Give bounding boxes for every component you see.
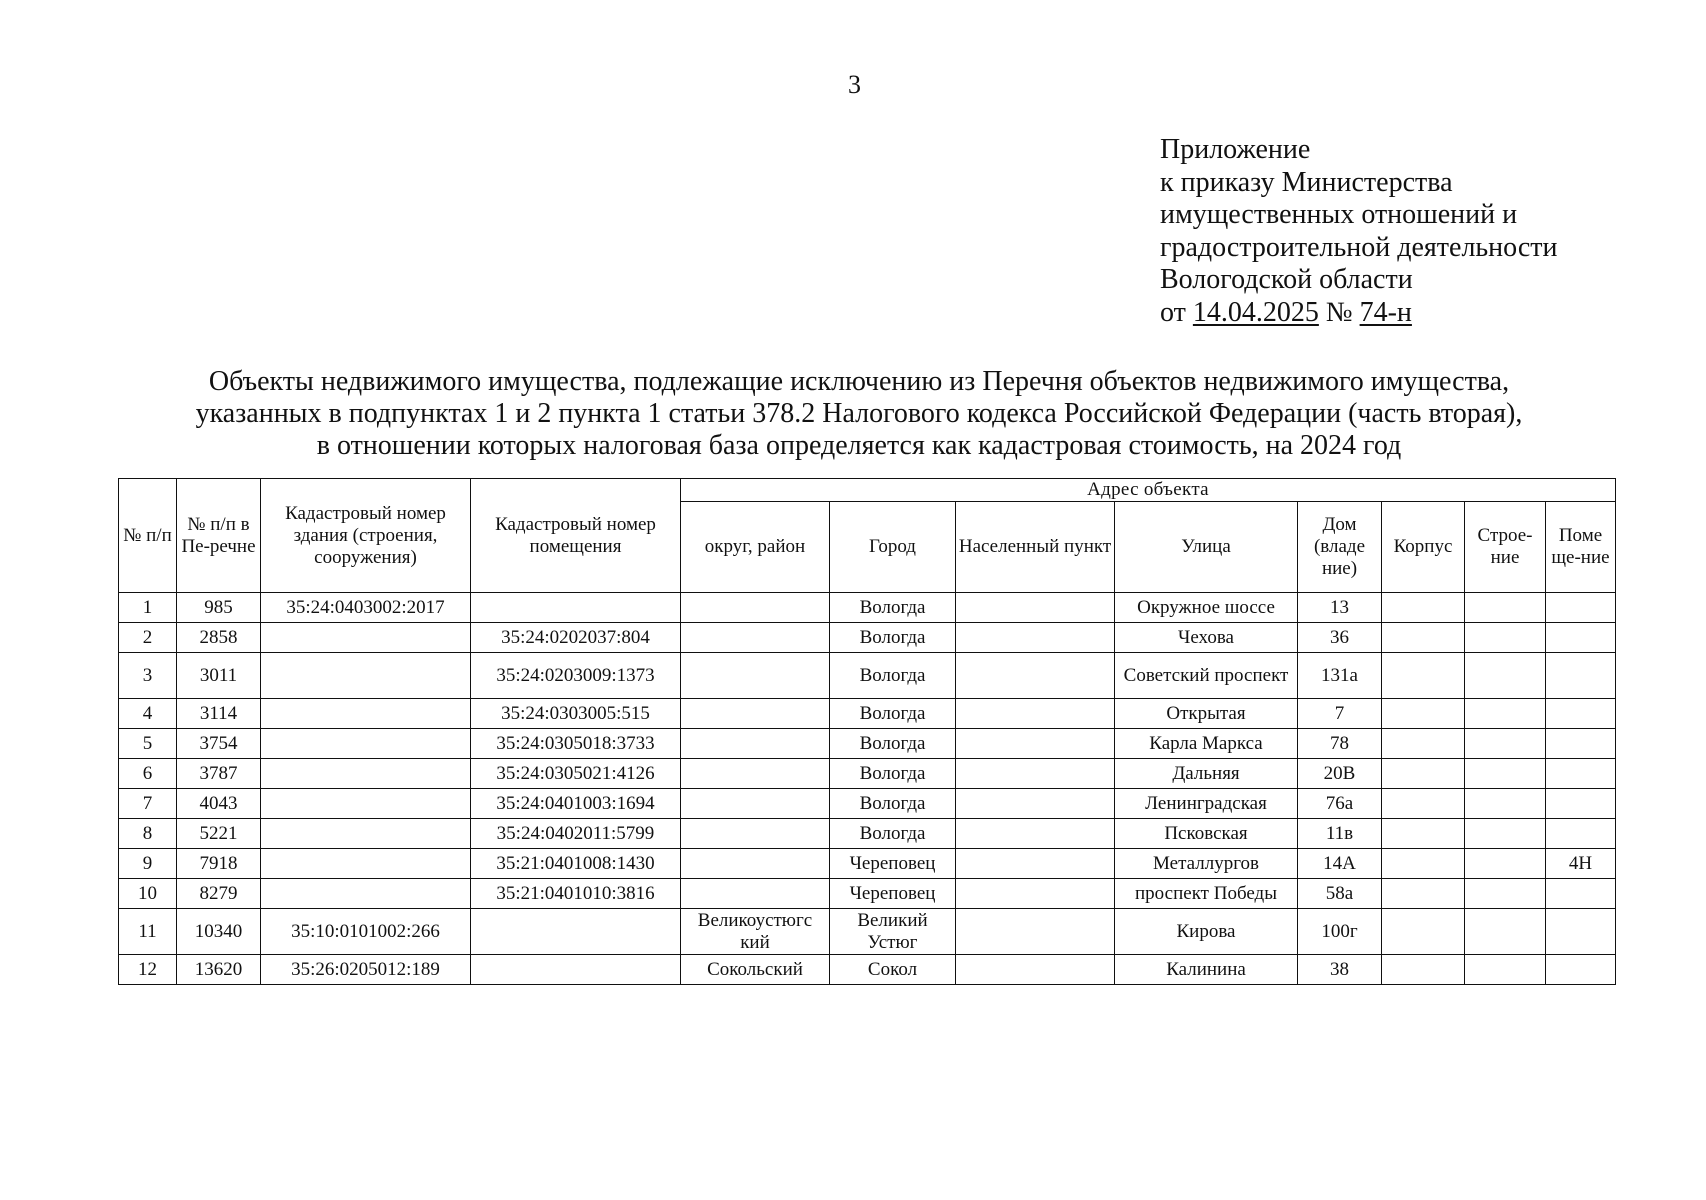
cell-settlement bbox=[956, 849, 1115, 879]
cell-settlement bbox=[956, 653, 1115, 699]
cell-building bbox=[1465, 623, 1546, 653]
cell-settlement bbox=[956, 759, 1115, 789]
cell-building bbox=[1465, 759, 1546, 789]
cell-room-cadastral: 35:24:0305018:3733 bbox=[471, 729, 681, 759]
cell-korpus bbox=[1382, 909, 1465, 955]
cell-list-num: 3754 bbox=[177, 729, 261, 759]
cell-room-cadastral bbox=[471, 955, 681, 985]
cell-building-cadastral: 35:24:0403002:2017 bbox=[261, 593, 471, 623]
cell-list-num: 8279 bbox=[177, 879, 261, 909]
cell-house: 58а bbox=[1298, 879, 1382, 909]
cell-district bbox=[681, 623, 830, 653]
cell-district bbox=[681, 849, 830, 879]
header-building: Строе-ние bbox=[1465, 502, 1546, 593]
cell-house: 11в bbox=[1298, 819, 1382, 849]
cell-building-cadastral bbox=[261, 623, 471, 653]
order-number-sign: № bbox=[1325, 296, 1353, 328]
cell-street: Советский проспект bbox=[1115, 653, 1298, 699]
cell-city: Великий Устюг bbox=[830, 909, 956, 955]
cell-building bbox=[1465, 879, 1546, 909]
table-row bbox=[119, 699, 1616, 729]
cell-list-num: 985 bbox=[177, 593, 261, 623]
cell-building bbox=[1465, 789, 1546, 819]
header-room-cadastral: Кадастровый номер помещения bbox=[471, 479, 681, 593]
objects-table bbox=[118, 478, 1616, 985]
cell-room bbox=[1546, 623, 1616, 653]
appendix-line: градостроительной деятельности bbox=[1160, 231, 1558, 263]
header-num: № п/п bbox=[119, 479, 177, 593]
table-row bbox=[119, 789, 1616, 819]
cell-building bbox=[1465, 699, 1546, 729]
cell-district: Великоустюгс кий bbox=[681, 909, 830, 955]
cell-room bbox=[1546, 819, 1616, 849]
cell-korpus bbox=[1382, 593, 1465, 623]
cell-list-num: 3011 bbox=[177, 653, 261, 699]
cell-num: 1 bbox=[119, 593, 177, 623]
appendix-line: Приложение bbox=[1160, 134, 1311, 165]
cell-district bbox=[681, 789, 830, 819]
header-list-num: № п/п в Пе-речне bbox=[177, 479, 261, 593]
cell-settlement bbox=[956, 699, 1115, 729]
table-row bbox=[119, 909, 1616, 955]
order-date: 14.04.2025 bbox=[1192, 296, 1319, 328]
cell-district bbox=[681, 759, 830, 789]
table-row bbox=[119, 819, 1616, 849]
cell-building-cadastral bbox=[261, 849, 471, 879]
cell-building bbox=[1465, 955, 1546, 985]
cell-settlement bbox=[956, 729, 1115, 759]
header-house: Дом (владе ние) bbox=[1298, 502, 1382, 593]
table-row bbox=[119, 623, 1616, 653]
title-line: в отношении которых налоговая база определяется как кадастровая стоимость, на 2024 год bbox=[316, 430, 1402, 461]
cell-house: 76а bbox=[1298, 789, 1382, 819]
cell-room-cadastral: 35:24:0402011:5799 bbox=[471, 819, 681, 849]
cell-building bbox=[1465, 653, 1546, 699]
cell-korpus bbox=[1382, 699, 1465, 729]
appendix-line: к приказу Министерства bbox=[1160, 166, 1453, 198]
cell-city: Вологда bbox=[830, 699, 956, 729]
table-row bbox=[119, 653, 1616, 699]
cell-street: Ленинградская bbox=[1115, 789, 1298, 819]
table-row bbox=[119, 729, 1616, 759]
cell-building bbox=[1465, 849, 1546, 879]
cell-street: Псковская bbox=[1115, 819, 1298, 849]
cell-list-num: 13620 bbox=[177, 955, 261, 985]
cell-house: 131а bbox=[1298, 653, 1382, 699]
cell-house: 20В bbox=[1298, 759, 1382, 789]
cell-room bbox=[1546, 955, 1616, 985]
cell-building bbox=[1465, 593, 1546, 623]
cell-building-cadastral bbox=[261, 879, 471, 909]
cell-room-cadastral: 35:24:0203009:1373 bbox=[471, 653, 681, 699]
cell-list-num: 10340 bbox=[177, 909, 261, 955]
cell-city: Вологда bbox=[830, 623, 956, 653]
cell-building bbox=[1465, 819, 1546, 849]
title-line: указанных в подпунктах 1 и 2 пункта 1 статьи 378.2 Налогового кодекса Российской Федерации (часть вторая), bbox=[195, 398, 1523, 429]
cell-house: 38 bbox=[1298, 955, 1382, 985]
cell-city: Вологда bbox=[830, 819, 956, 849]
cell-settlement bbox=[956, 955, 1115, 985]
cell-num: 7 bbox=[119, 789, 177, 819]
cell-building-cadastral bbox=[261, 653, 471, 699]
cell-list-num: 2858 bbox=[177, 623, 261, 653]
cell-list-num: 3114 bbox=[177, 699, 261, 729]
cell-room-cadastral: 35:24:0303005:515 bbox=[471, 699, 681, 729]
cell-building-cadastral bbox=[261, 699, 471, 729]
cell-district bbox=[681, 593, 830, 623]
cell-room-cadastral bbox=[471, 909, 681, 955]
table-row bbox=[119, 759, 1616, 789]
table-row bbox=[119, 593, 1616, 623]
cell-settlement bbox=[956, 789, 1115, 819]
cell-house: 7 bbox=[1298, 699, 1382, 729]
cell-building bbox=[1465, 729, 1546, 759]
cell-building-cadastral bbox=[261, 819, 471, 849]
cell-num: 3 bbox=[119, 653, 177, 699]
cell-street: Открытая bbox=[1115, 699, 1298, 729]
document-title bbox=[120, 366, 1598, 462]
appendix-block bbox=[1160, 134, 1558, 329]
cell-district bbox=[681, 699, 830, 729]
cell-building-cadastral: 35:10:0101002:266 bbox=[261, 909, 471, 955]
cell-korpus bbox=[1382, 789, 1465, 819]
cell-list-num: 7918 bbox=[177, 849, 261, 879]
cell-settlement bbox=[956, 623, 1115, 653]
cell-building-cadastral bbox=[261, 729, 471, 759]
cell-num: 5 bbox=[119, 729, 177, 759]
cell-city: Вологда bbox=[830, 593, 956, 623]
header-settlement: Населенный пункт bbox=[956, 502, 1115, 593]
cell-room-cadastral bbox=[471, 593, 681, 623]
cell-settlement bbox=[956, 909, 1115, 955]
cell-city: Вологда bbox=[830, 653, 956, 699]
cell-city: Вологда bbox=[830, 789, 956, 819]
cell-room-cadastral: 35:21:0401008:1430 bbox=[471, 849, 681, 879]
order-prefix: от bbox=[1160, 296, 1186, 328]
cell-room bbox=[1546, 699, 1616, 729]
cell-street: Калинина bbox=[1115, 955, 1298, 985]
cell-city: Череповец bbox=[830, 879, 956, 909]
table-row bbox=[119, 955, 1616, 985]
page-number: 3 bbox=[848, 70, 861, 99]
cell-street: Карла Маркса bbox=[1115, 729, 1298, 759]
cell-num: 11 bbox=[119, 909, 177, 955]
cell-street: Металлургов bbox=[1115, 849, 1298, 879]
cell-room bbox=[1546, 759, 1616, 789]
cell-room: 4Н bbox=[1546, 849, 1616, 879]
order-number: 74-н bbox=[1359, 296, 1412, 328]
order-line bbox=[1160, 297, 1558, 330]
cell-korpus bbox=[1382, 879, 1465, 909]
appendix-line: Вологодской области bbox=[1160, 264, 1413, 295]
cell-building-cadastral bbox=[261, 789, 471, 819]
cell-street: Кирова bbox=[1115, 909, 1298, 955]
cell-room bbox=[1546, 729, 1616, 759]
cell-num: 4 bbox=[119, 699, 177, 729]
cell-room-cadastral: 35:24:0401003:1694 bbox=[471, 789, 681, 819]
appendix-line: имущественных отношений и bbox=[1160, 199, 1518, 230]
header-building-cadastral: Кадастровый номер здания (строения, сооружения) bbox=[261, 479, 471, 593]
cell-num: 9 bbox=[119, 849, 177, 879]
cell-room-cadastral: 35:21:0401010:3816 bbox=[471, 879, 681, 909]
cell-room bbox=[1546, 593, 1616, 623]
cell-city: Череповец bbox=[830, 849, 956, 879]
table-row bbox=[119, 879, 1616, 909]
cell-building-cadastral bbox=[261, 759, 471, 789]
cell-list-num: 5221 bbox=[177, 819, 261, 849]
header-city: Город bbox=[830, 502, 956, 593]
cell-room-cadastral: 35:24:0305021:4126 bbox=[471, 759, 681, 789]
cell-room bbox=[1546, 789, 1616, 819]
header-korpus: Корпус bbox=[1382, 502, 1465, 593]
cell-building bbox=[1465, 909, 1546, 955]
cell-settlement bbox=[956, 879, 1115, 909]
cell-room bbox=[1546, 879, 1616, 909]
cell-house: 78 bbox=[1298, 729, 1382, 759]
cell-num: 8 bbox=[119, 819, 177, 849]
cell-room bbox=[1546, 653, 1616, 699]
cell-num: 12 bbox=[119, 955, 177, 985]
header-address-group: Адрес объекта bbox=[681, 479, 1616, 502]
cell-district: Сокольский bbox=[681, 955, 830, 985]
cell-house: 100г bbox=[1298, 909, 1382, 955]
cell-house: 36 bbox=[1298, 623, 1382, 653]
cell-street: проспект Победы bbox=[1115, 879, 1298, 909]
table-row bbox=[119, 849, 1616, 879]
header-street: Улица bbox=[1115, 502, 1298, 593]
cell-settlement bbox=[956, 819, 1115, 849]
cell-city: Сокол bbox=[830, 955, 956, 985]
cell-house: 14А bbox=[1298, 849, 1382, 879]
cell-building-cadastral: 35:26:0205012:189 bbox=[261, 955, 471, 985]
cell-korpus bbox=[1382, 819, 1465, 849]
cell-district bbox=[681, 653, 830, 699]
cell-korpus bbox=[1382, 759, 1465, 789]
cell-korpus bbox=[1382, 955, 1465, 985]
cell-room-cadastral: 35:24:0202037:804 bbox=[471, 623, 681, 653]
cell-house: 13 bbox=[1298, 593, 1382, 623]
cell-settlement bbox=[956, 593, 1115, 623]
cell-num: 6 bbox=[119, 759, 177, 789]
cell-korpus bbox=[1382, 849, 1465, 879]
cell-num: 10 bbox=[119, 879, 177, 909]
cell-korpus bbox=[1382, 623, 1465, 653]
cell-district bbox=[681, 729, 830, 759]
cell-list-num: 4043 bbox=[177, 789, 261, 819]
title-line: Объекты недвижимого имущества, подлежащие исключению из Перечня объектов недвижимого имущества, bbox=[208, 366, 1510, 397]
cell-street: Окружное шоссе bbox=[1115, 593, 1298, 623]
cell-street: Дальняя bbox=[1115, 759, 1298, 789]
cell-room bbox=[1546, 909, 1616, 955]
cell-city: Вологда bbox=[830, 759, 956, 789]
cell-district bbox=[681, 879, 830, 909]
cell-district bbox=[681, 819, 830, 849]
cell-city: Вологда bbox=[830, 729, 956, 759]
cell-list-num: 3787 bbox=[177, 759, 261, 789]
table-body bbox=[119, 593, 1616, 985]
cell-street: Чехова bbox=[1115, 623, 1298, 653]
header-district: округ, район bbox=[681, 502, 830, 593]
cell-korpus bbox=[1382, 729, 1465, 759]
header-room: Поме ще-ние bbox=[1546, 502, 1616, 593]
cell-korpus bbox=[1382, 653, 1465, 699]
cell-num: 2 bbox=[119, 623, 177, 653]
